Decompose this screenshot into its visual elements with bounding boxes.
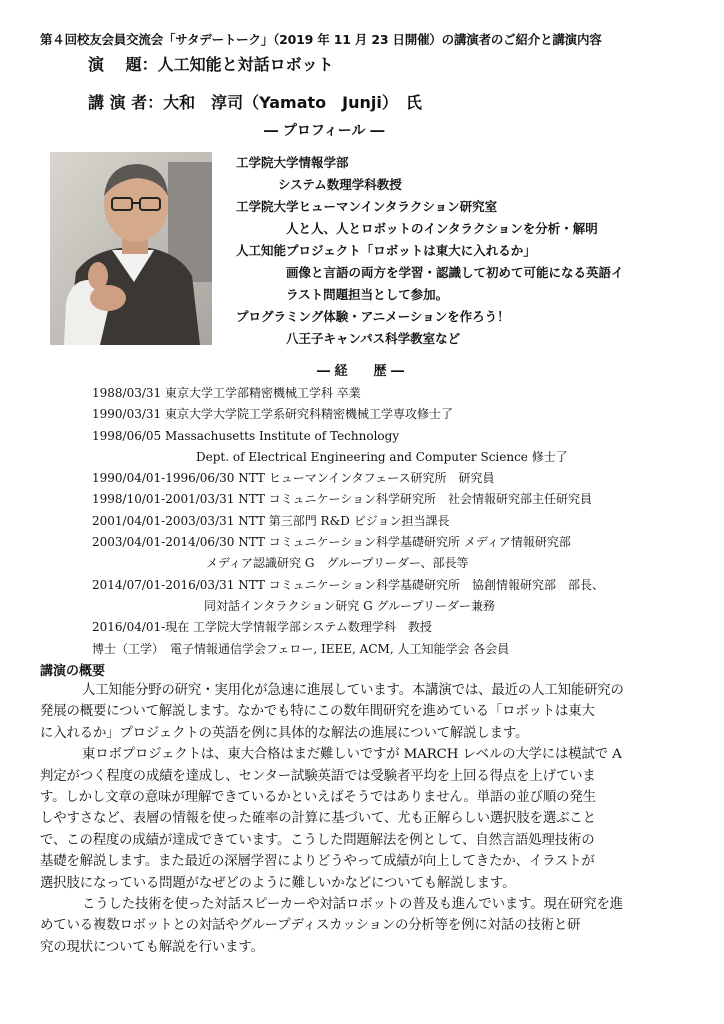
career-item: 博士（工学） 電子情報通信学会フェロー, IEEE, ACM, 人工知能学会 各会員 bbox=[92, 641, 510, 656]
profile-item: 人と人、人とロボットのインタラクションを分析・解明 bbox=[286, 221, 598, 236]
summary-text bbox=[40, 680, 694, 958]
summary-line: 究の現状についても解説を行います。 bbox=[40, 939, 264, 955]
career-list bbox=[92, 383, 604, 660]
career-item: 同対話インタラクション研究 G グループリーダー兼務 bbox=[204, 598, 496, 613]
speaker-photo bbox=[50, 152, 212, 345]
profile-item: システム数理学科教授 bbox=[278, 177, 402, 192]
document-header: 第４回校友会員交流会「サタデートーク」（2019 年 11 月 23 日開催）の講演者のご紹介と講演内容 bbox=[40, 32, 602, 47]
profile-list bbox=[236, 152, 624, 350]
summary-line: めている複数ロボットとの対話やグループディスカッションの分析等を例に対話の技術と研 bbox=[40, 918, 581, 934]
summary-line: しやすさなど、表層の情報を使った確率の計算に基づいて、尤も正解らしい選択肢を選ぶこと bbox=[40, 811, 596, 827]
career-item: 2016/04/01-現在 工学院大学情報学部システム数理学科 教授 bbox=[92, 620, 432, 635]
summary-line: 選択肢になっている問題がなぜどのように難しいかなどについても解説します。 bbox=[40, 875, 516, 891]
profile-item: 工学院大学情報学部 bbox=[236, 155, 349, 170]
lecture-title: 演 題：人工知能と対話ロボット bbox=[88, 55, 334, 74]
profile-item: 八王子キャンパス科学教室など bbox=[286, 331, 461, 346]
profile-item: プログラミング体験・アニメーションを作ろう！ bbox=[236, 309, 510, 324]
summary-line: こうした技術を使った対話スピーカーや対話ロボットの普及も進んでいます。現在研究を進 bbox=[82, 896, 623, 912]
career-item: メディア認識研究 G グループリーダー、部長等 bbox=[206, 556, 469, 571]
speaker-portrait-image bbox=[50, 152, 212, 345]
career-item: 1990/04/01-1996/06/30 NTT ヒューマンインタフェース研究所 研究員 bbox=[92, 471, 495, 486]
summary-line: す。しかし文章の意味が理解できているかといえばそうではありません。単語の並び順の発生 bbox=[40, 789, 596, 805]
summary-line: 発展の概要について解説します。なかでも特にこの数年間研究を進めている「ロボットは東大 bbox=[40, 704, 595, 720]
career-heading: ― 経 歴 ― bbox=[317, 364, 405, 379]
profile-item: ラスト問題担当として参加。 bbox=[286, 287, 449, 302]
career-item: 1998/10/01-2001/03/31 NTT コミュニケーション科学研究所 社会情報研究部主任研究員 bbox=[92, 492, 593, 507]
career-item: 2003/04/01-2014/06/30 NTT コミュニケーション科学基礎研究所 メディア情報研究部 bbox=[92, 535, 571, 550]
career-item: 1990/03/31 東京大学大学院工学系研究科精密機械工学専攻修士了 bbox=[92, 407, 453, 422]
career-item: Dept. of Electrical Engineering and Computer Science 修士了 bbox=[196, 449, 568, 464]
career-item: 1988/03/31 東京大学工学部精密機械工学科 卒業 bbox=[92, 386, 361, 400]
career-item: 1998/06/05 Massachusetts Institute of Technology bbox=[92, 428, 400, 443]
summary-line: 基礎を解説します。また最近の深層学習によりどうやって成績が向上してきたか、イラストが bbox=[40, 854, 595, 870]
profile-item: 画像と言語の両方を学習・認識して初めて可能になる英語イ bbox=[286, 265, 624, 280]
summary-line: で、この程度の成績が達成できています。こうした問題解法を例として、自然言語処理技術の bbox=[40, 832, 595, 848]
summary-line: 判定がつく程度の成績を達成し、センター試験英語では受験者平均を上回る得点を上げていま bbox=[40, 768, 596, 784]
profile-item: 人工知能プロジェクト「ロボットは東大に入れるか」 bbox=[236, 243, 536, 258]
career-item: 2001/04/01-2003/03/31 NTT 第三部門 R&D ビジョン担当課長 bbox=[92, 513, 450, 528]
speaker-name: 講 演 者：大和 淳司（Yamato Junji） 氏 bbox=[88, 93, 422, 112]
profile-item: 工学院大学ヒューマンインタラクション研究室 bbox=[236, 199, 498, 214]
career-item: 2014/07/01-2016/03/31 NTT コミュニケーション科学基礎研究所 協創情報研究部 部長、 bbox=[92, 577, 605, 592]
summary-line: に入れるか」プロジェクトの英語を例に具体的な解法の進展について解説します。 bbox=[40, 725, 529, 741]
profile-heading: ― プロフィール ― bbox=[264, 123, 385, 139]
summary-heading: 講演の概要 bbox=[40, 664, 106, 679]
summary-line: 人工知能分野の研究・実用化が急速に進展しています。本講演では、最近の人工知能研究の bbox=[82, 683, 624, 698]
summary-line: 東ロボプロジェクトは、東大合格はまだ難しいですが MARCH レベルの大学には模試で A bbox=[82, 747, 622, 763]
